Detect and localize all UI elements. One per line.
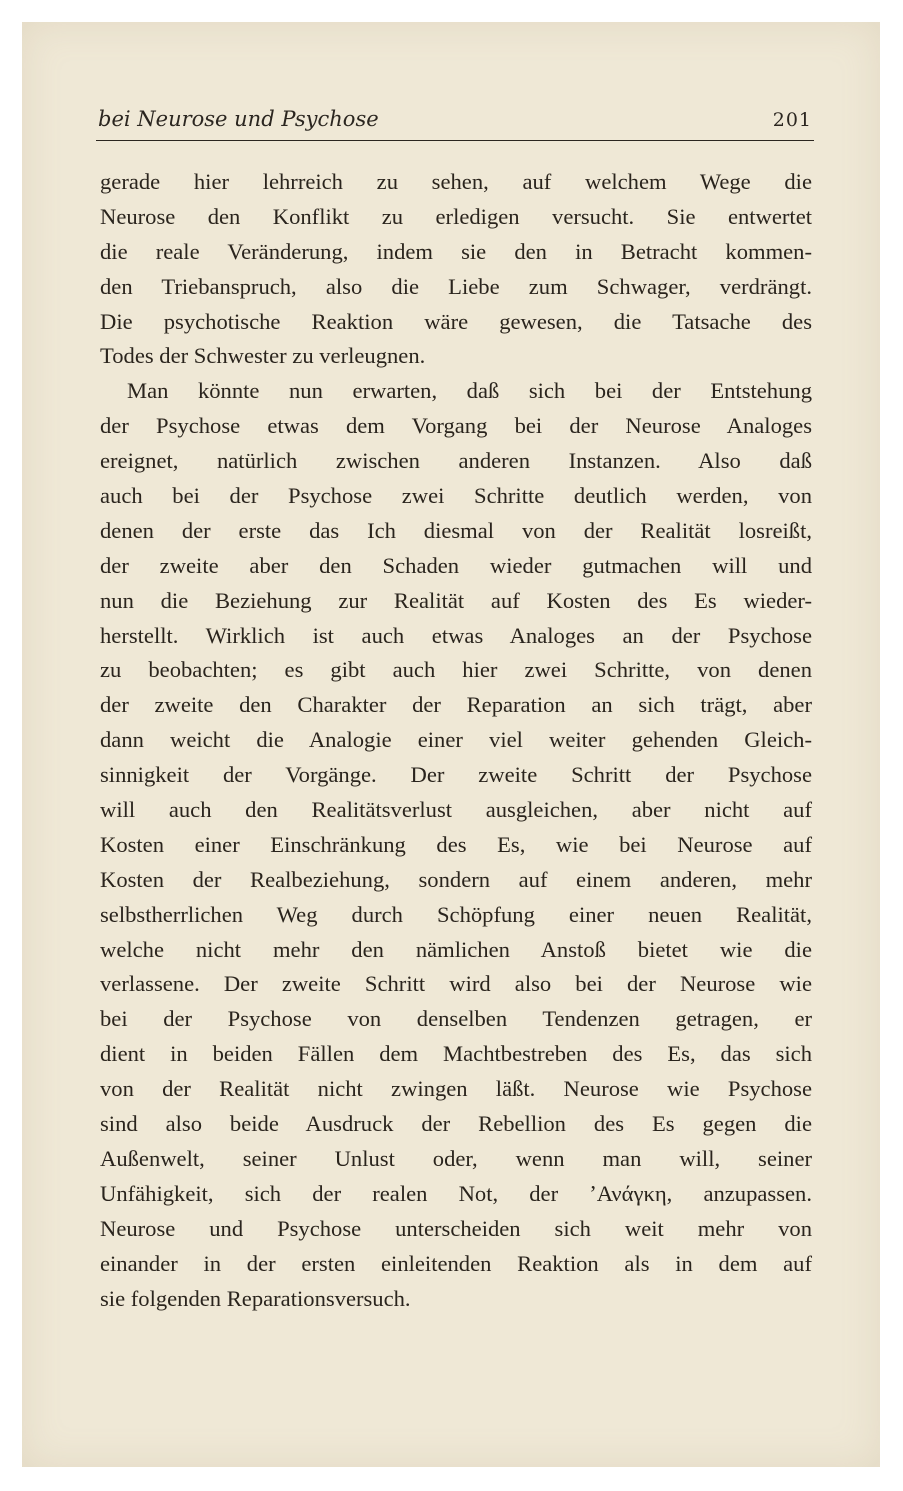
text-line: bei der Psychose von denselben Tendenzen getragen, er bbox=[100, 1006, 812, 1032]
text-line: den Triebanspruch, also die Liebe zum Schwager, verdrängt. bbox=[100, 273, 812, 299]
text-line: denen der erste das Ich diesmal von der Realität losreißt, bbox=[100, 517, 812, 543]
text-line: gerade hier lehrreich zu sehen, auf welchem Wege die bbox=[100, 169, 812, 194]
text-line: welche nicht mehr den nämlichen Anstoß bietet wie die bbox=[100, 936, 812, 962]
running-head bbox=[98, 104, 812, 136]
running-title: bei Neurose und Psychose bbox=[98, 107, 379, 131]
text-line: der Psychose etwas dem Vorgang bei der Neurose Analoges bbox=[100, 413, 812, 439]
text-line: von der Realität nicht zwingen läßt. Neurose wie Psychose bbox=[100, 1076, 812, 1102]
paragraph-start-line: Man könnte nun erwarten, daß sich bei der Entstehung bbox=[127, 378, 812, 404]
text-line: der zweite aber den Schaden wieder gutmachen will und bbox=[100, 552, 812, 578]
text-line: zu beobachten; es gibt auch hier zwei Schritte, von denen bbox=[100, 657, 812, 683]
text-line: Unfähigkeit, sich der realen Not, der ʼΑνάγκη, anzupassen. bbox=[100, 1180, 812, 1206]
text-line: herstellt. Wirklich ist auch etwas Analoges an der Psychose bbox=[100, 622, 812, 648]
text-line: Neurose den Konflikt zu erledigen versucht. Sie entwertet bbox=[100, 203, 812, 229]
text-line: Kosten einer Einschränkung des Es, wie bei Neurose auf bbox=[100, 831, 812, 857]
text-line: Todes der Schwester zu verleugnen. bbox=[100, 343, 426, 369]
text-line: auch bei der Psychose zwei Schritte deutlich werden, von bbox=[100, 483, 812, 509]
text-line: ereignet, natürlich zwischen anderen Instanzen. Also daß bbox=[100, 448, 812, 474]
body-text bbox=[100, 165, 812, 1316]
text-line: selbstherrlichen Weg durch Schöpfung einer neuen Realität, bbox=[100, 901, 812, 927]
text-line: Außenwelt, seiner Unlust oder, wenn man will, seiner bbox=[100, 1145, 812, 1171]
text-line: nun die Beziehung zur Realität auf Kosten des Es wieder- bbox=[100, 587, 812, 613]
text-line: dient in beiden Fällen dem Machtbestreben des Es, das sich bbox=[100, 1041, 812, 1067]
text-line: sie folgenden Reparationsversuch. bbox=[100, 1285, 411, 1311]
text-line: Neurose und Psychose unterscheiden sich weit mehr von bbox=[100, 1215, 812, 1241]
text-line: der zweite den Charakter der Reparation an sich trägt, aber bbox=[100, 692, 812, 718]
text-line: die reale Veränderung, indem sie den in Betracht kommen- bbox=[100, 238, 812, 264]
text-line: sinnigkeit der Vorgänge. Der zweite Schritt der Psychose bbox=[100, 762, 812, 788]
text-line: verlassene. Der zweite Schritt wird also bei der Neurose wie bbox=[100, 971, 812, 997]
text-line: einander in der ersten einleitenden Reaktion als in dem auf bbox=[100, 1250, 812, 1276]
text-line: Die psychotische Reaktion wäre gewesen, die Tatsache des bbox=[100, 308, 812, 334]
text-line: dann weicht die Analogie einer viel weiter gehenden Gleich- bbox=[100, 727, 812, 753]
text-line: Kosten der Realbeziehung, sondern auf einem anderen, mehr bbox=[100, 866, 812, 892]
header-rule bbox=[96, 140, 814, 141]
text-line: sind also beide Ausdruck der Rebellion des Es gegen die bbox=[100, 1111, 812, 1137]
text-line: will auch den Realitätsverlust ausgleichen, aber nicht auf bbox=[100, 797, 812, 823]
page-number: 201 bbox=[772, 109, 812, 131]
